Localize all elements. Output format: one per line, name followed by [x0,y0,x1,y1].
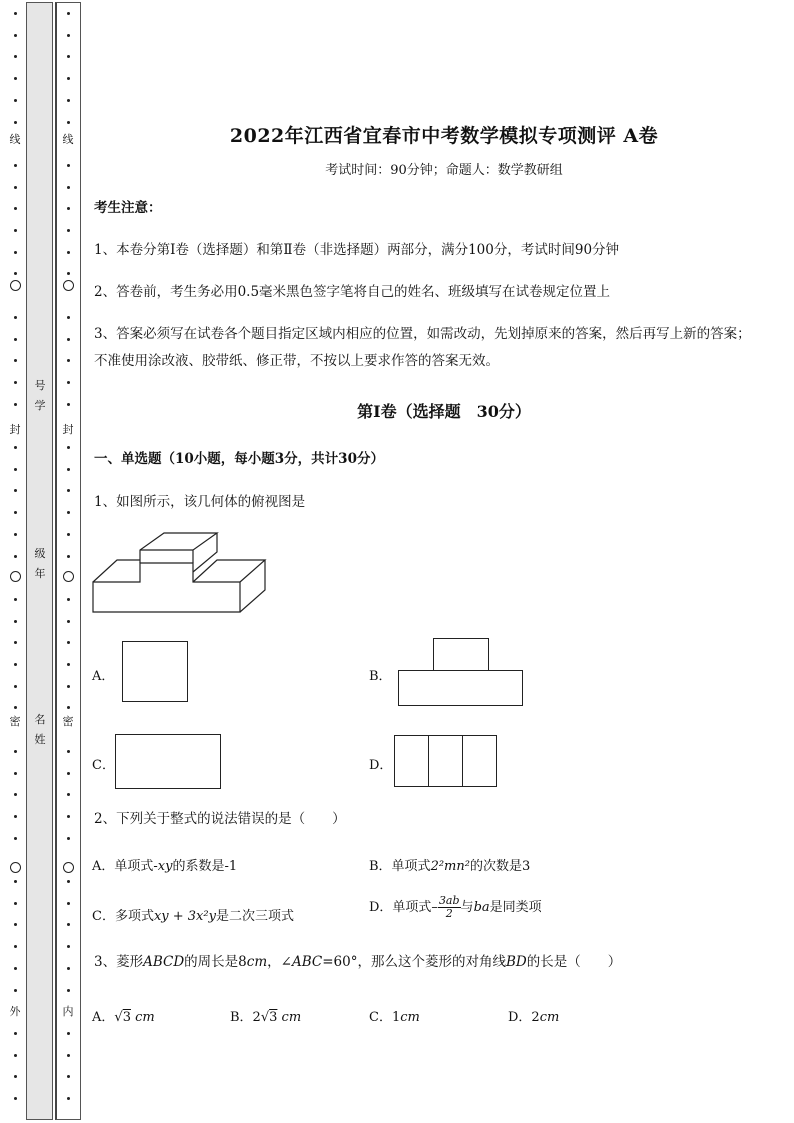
q3-a-root: 3 [122,1010,131,1025]
binding-dot [14,468,17,471]
option-label: A． [92,669,115,684]
binding-dot [67,815,70,818]
option-label: D． [369,758,393,773]
binding-dot [67,121,70,124]
binding-mark: 内 [62,1005,74,1018]
binding-dot [67,555,70,558]
binding-dot [14,837,17,840]
binding-dot [14,381,17,384]
option-b-figure-top [433,638,489,671]
question-2-stem: 2、下列关于整式的说法错误的是（ ） [94,811,346,827]
binding-dot [14,272,17,275]
option-a-figure [122,641,188,702]
binding-dot [14,403,17,406]
fraction-numerator: 3ab [438,894,460,907]
option-b-figure-base [398,670,523,706]
q3-a-label: A． [92,1010,115,1025]
binding-dot [67,99,70,102]
binding-dot [67,685,70,688]
band-label: 年 [34,567,46,580]
part-heading: 一、单选题（10小题，每小题3分，共计30分） [94,451,384,467]
q3-b-label: B．2 [230,1010,261,1025]
binding-dot [14,598,17,601]
binding-dot [67,923,70,926]
binding-dot [67,186,70,189]
binding-dot [14,12,17,15]
binding-mark: 封 [62,423,74,436]
binding-dots-outer [4,0,28,1123]
q2-option-d [369,895,542,920]
binding-dot [14,663,17,666]
q3-c-unit: cm [400,1010,420,1025]
q2-option-a [92,855,237,874]
q3-b-root: 3 [269,1010,278,1025]
binding-info-band [26,2,53,1120]
binding-circle-icon [10,862,21,873]
binding-dot [67,338,70,341]
binding-dot [14,706,17,709]
binding-dot [67,1032,70,1035]
binding-dots-inner [57,0,81,1123]
binding-mark: 密 [62,715,74,728]
binding-dot [14,511,17,514]
section-title: 第I卷（选择题 30分） [357,402,531,421]
binding-dot [67,251,70,254]
binding-dot [14,685,17,688]
binding-dot [67,403,70,406]
binding-dot [67,663,70,666]
binding-dot [67,316,70,319]
binding-dot [14,338,17,341]
band-label: 号 [34,379,46,392]
binding-dot [14,446,17,449]
option-d-divider [428,735,429,787]
q3-stem-text: ，∠ [267,954,292,970]
binding-dot [14,1075,17,1078]
binding-dot [67,77,70,80]
q3-stem-math: cm [246,954,268,970]
binding-mark: 密 [9,715,21,728]
option-label: B． [369,669,392,684]
q3-option-b [230,1006,301,1025]
option-d-divider [462,735,463,787]
binding-dot [14,186,17,189]
binding-dot [67,446,70,449]
question-1-stem: 1、如图所示，该几何体的俯视图是 [94,494,306,510]
binding-dot [14,99,17,102]
binding-dot [14,251,17,254]
binding-dot [14,641,17,644]
binding-dot [14,880,17,883]
binding-dot [14,316,17,319]
binding-dot [14,533,17,536]
binding-dot [67,750,70,753]
binding-dot [14,359,17,362]
binding-dot [67,793,70,796]
binding-dot [14,489,17,492]
band-label: 姓 [34,733,46,746]
binding-dot [67,1097,70,1100]
binding-dot [14,121,17,124]
q2-d-pre: D．单项式– [369,900,438,915]
binding-circle-icon [63,571,74,582]
fraction-denominator: 2 [445,907,453,920]
q3-c-label: C．1 [369,1010,401,1025]
notice-item: 3、答案必须写在试卷各个题目指定区域内相应的位置，如需改动，先划掉原来的答案，然后再写上新的答案；不准使用涂改液、胶带纸、修正带，不按以上要求作答的答案无效。 [94,326,751,369]
binding-dot [67,1054,70,1057]
binding-circle-icon [63,862,74,873]
q3-stem-math: ABCD [143,954,185,970]
q2-option-b [369,855,530,874]
band-label: 名 [34,713,46,726]
q2-c-math: xy + 3x²y [153,909,216,924]
binding-dot [67,12,70,15]
binding-circle-icon [10,571,21,582]
option-c-figure [115,734,221,789]
solid-figure [92,530,270,615]
binding-dot [67,489,70,492]
q2-b-math: 2²mn² [430,859,470,874]
binding-mark: 封 [9,423,21,436]
binding-dot [67,945,70,948]
page-title: 2022年江西省宜春市中考数学模拟专项测评 A卷 [229,125,659,147]
binding-dot [67,229,70,232]
option-label: C． [92,758,115,773]
q3-option-a [92,1006,155,1025]
q3-stem-math: ABC [291,954,323,970]
q2-b-pre: B．单项式 [369,859,431,874]
notice-item: 2、答卷前，考生务必用0.5毫米黑色签字笔将自己的姓名、班级填写在试卷规定位置上 [94,284,611,300]
page-subtitle: 考试时间：90分钟；命题人：数学教研组 [325,163,563,178]
binding-dot [67,837,70,840]
q2-c-post: 是二次三项式 [215,909,294,924]
question-3-stem [94,949,754,976]
binding-dot [14,1054,17,1057]
binding-dot [67,902,70,905]
binding-dot [14,555,17,558]
q3-option-c [369,1006,420,1025]
q3-option-d [508,1006,559,1025]
binding-dot [67,620,70,623]
binding-dot [67,989,70,992]
binding-dot [67,967,70,970]
q2-d-math: ba [473,900,490,915]
q2-option-c [92,905,294,924]
binding-dot [14,945,17,948]
q2-a-post: 的系数是-1 [172,859,238,874]
notice-heading: 考生注意： [94,200,162,216]
binding-dot [67,772,70,775]
binding-dot [14,989,17,992]
binding-dot [67,381,70,384]
binding-dot [67,34,70,37]
sqrt-icon: √ [260,1010,270,1025]
option-d-figure [394,735,497,787]
binding-dot [67,880,70,883]
binding-dot [14,815,17,818]
binding-dot [67,468,70,471]
binding-dot [67,511,70,514]
q2-d-fraction [438,895,461,920]
binding-mark: 线 [62,133,74,146]
band-label: 学 [34,399,46,412]
binding-dot [14,967,17,970]
binding-dot [14,164,17,167]
binding-dot [67,641,70,644]
binding-mark: 外 [9,1005,21,1018]
binding-circle-icon [63,280,74,291]
q3-stem-math: BD [505,954,527,970]
q3-stem-text: 的周长是8 [184,954,247,970]
binding-dot [14,793,17,796]
q3-a-unit: cm [135,1010,155,1025]
q3-d-unit: cm [539,1010,560,1025]
binding-dot [14,55,17,58]
q2-a-math: -xy [153,859,173,874]
q2-d-post: 是同类项 [489,900,542,915]
q3-stem-pre: 3、菱形 [94,954,144,970]
binding-dot [67,359,70,362]
binding-dot [14,77,17,80]
binding-dot [14,772,17,775]
q3-stem-text: =60°，那么这个菱形的对角线 [322,954,506,970]
q2-a-pre: A．单项式 [92,859,154,874]
q3-b-unit: cm [281,1010,302,1025]
binding-dot [67,533,70,536]
binding-dot [14,1097,17,1100]
q3-stem-post: 的长是（ ） [526,954,622,970]
binding-dot [14,207,17,210]
notice-item: 1、本卷分第I卷（选择题）和第Ⅱ卷（非选择题）两部分，满分100分，考试时间90分钟 [94,242,620,258]
q2-c-pre: C．多项式 [92,909,154,924]
band-label: 级 [34,547,46,560]
binding-dot [67,55,70,58]
binding-dot [14,923,17,926]
binding-dot [14,620,17,623]
binding-dot [14,902,17,905]
binding-dot [14,229,17,232]
binding-dot [67,207,70,210]
sqrt-icon: √ [114,1010,123,1025]
binding-dot [14,750,17,753]
binding-dot [67,272,70,275]
binding-dot [14,34,17,37]
q3-d-label: D．2 [508,1010,540,1025]
binding-dot [67,598,70,601]
binding-dot [67,164,70,167]
binding-dot [67,706,70,709]
binding-dot [67,1075,70,1078]
binding-mark: 线 [9,133,21,146]
binding-dot [14,1032,17,1035]
q2-b-post: 的次数是3 [469,859,531,874]
binding-circle-icon [10,280,21,291]
q2-d-mid: 与 [460,900,474,915]
